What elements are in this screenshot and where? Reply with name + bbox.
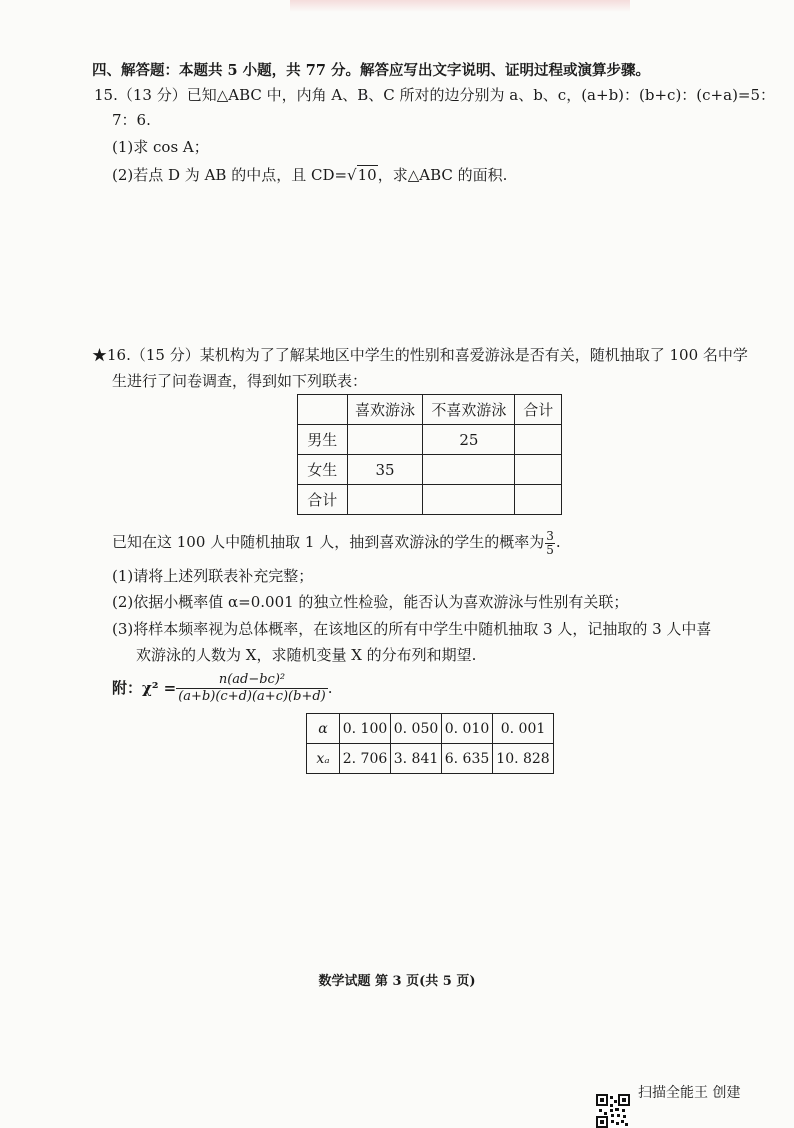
table-row	[298, 425, 562, 455]
table-cell: 0. 010	[442, 714, 493, 744]
section-header: 四、解答题：本题共 5 小题，共 77 分。解答应写出文字说明、证明过程或演算步骤。	[92, 62, 650, 79]
scanner-watermark-text: 扫描全能王 创建	[638, 1085, 741, 1101]
formula-fraction	[176, 672, 328, 706]
table-cell: 3. 841	[391, 744, 442, 774]
table-cell: 女生	[298, 455, 348, 485]
formula-numerator: n(ad−bc)²	[176, 672, 328, 689]
table-cell: 2. 706	[340, 744, 391, 774]
table-cell	[515, 455, 562, 485]
table-row	[298, 395, 562, 425]
q16-stem-line1	[92, 346, 748, 364]
formula-denominator: (a+b)(c+d)(a+c)(b+d)	[178, 689, 326, 705]
q15-part1: (1)求 cos A；	[112, 138, 209, 156]
formula-prefix: 附：χ² =	[112, 678, 177, 697]
q15-part2-after: ，求△ABC 的面积.	[377, 166, 508, 184]
scan-smudge	[290, 0, 630, 12]
table-cell: xₐ	[307, 744, 340, 774]
table-row	[298, 485, 562, 515]
table-header-cell: 合计	[515, 395, 562, 425]
fraction-denominator: 5	[546, 542, 554, 557]
table-row	[298, 455, 562, 485]
q16-part3-line2: 欢游泳的人数为 X，求随机变量 X 的分布列和期望.	[136, 646, 477, 664]
q16-prob-end: .	[555, 533, 561, 552]
q16-part3-line1: (3)将样本频率视为总体概率，在该地区的所有中学生中随机抽取 3 人，记抽取的 3 人中喜	[112, 620, 712, 638]
table-cell: 35	[347, 455, 423, 485]
table-header-cell: 喜欢游泳	[347, 395, 423, 425]
q15-stem-line2: 7：6.	[112, 111, 151, 129]
table-cell: 合计	[298, 485, 348, 515]
chi-square-formula	[112, 672, 333, 706]
table-cell	[423, 485, 515, 515]
table-cell	[515, 485, 562, 515]
fraction-numerator: 3	[546, 529, 554, 543]
qr-code-icon	[596, 1094, 630, 1128]
table-cell	[515, 425, 562, 455]
q16-stem-line2: 生进行了问卷调查，得到如下列联表：	[112, 372, 368, 390]
contingency-table	[297, 394, 562, 515]
table-cell: 25	[423, 425, 515, 455]
table-cell: 男生	[298, 425, 348, 455]
q16-part1: (1)请将上述列联表补充完整；	[112, 567, 314, 585]
table-cell: α	[307, 714, 340, 744]
q16-prob-text: 已知在这 100 人中随机抽取 1 人，抽到喜欢游泳的学生的概率为	[112, 533, 545, 552]
q16-probability-line	[112, 530, 561, 556]
q15-part2	[112, 166, 507, 184]
critical-value-table	[306, 713, 554, 774]
table-cell: 0. 050	[391, 714, 442, 744]
fraction	[545, 530, 555, 556]
q15-part2-before: (2)若点 D 为 AB 的中点，且 CD=	[112, 166, 348, 184]
q16-stem-text: 16.（15 分）某机构为了了解某地区中学生的性别和喜爱游泳是否有关，随机抽取了 100 名中学	[107, 346, 748, 364]
table-header-cell	[298, 395, 348, 425]
table-cell	[347, 485, 423, 515]
q15-part2-radicand: 10	[357, 166, 377, 184]
table-cell	[347, 425, 423, 455]
table-cell: 10. 828	[493, 744, 554, 774]
formula-suffix: .	[327, 678, 333, 697]
table-row	[307, 744, 554, 774]
star-icon: ★	[92, 346, 108, 364]
q15-stem-line1: 15.（13 分）已知△ABC 中，内角 A、B、C 所对的边分别为 a、b、c，(a+b)：(b+c)：(c+a)=5：	[94, 86, 776, 104]
table-header-cell: 不喜欢游泳	[423, 395, 515, 425]
table-cell: 0. 001	[493, 714, 554, 744]
sqrt-symbol: √10	[347, 166, 377, 184]
table-row	[307, 714, 554, 744]
page-footer: 数学试题 第 3 页(共 5 页)	[318, 974, 476, 989]
table-cell: 0. 100	[340, 714, 391, 744]
table-cell: 6. 635	[442, 744, 493, 774]
q16-part2: (2)依据小概率值 α=0.001 的独立性检验，能否认为喜欢游泳与性别有关联；	[112, 593, 629, 611]
table-cell	[423, 455, 515, 485]
